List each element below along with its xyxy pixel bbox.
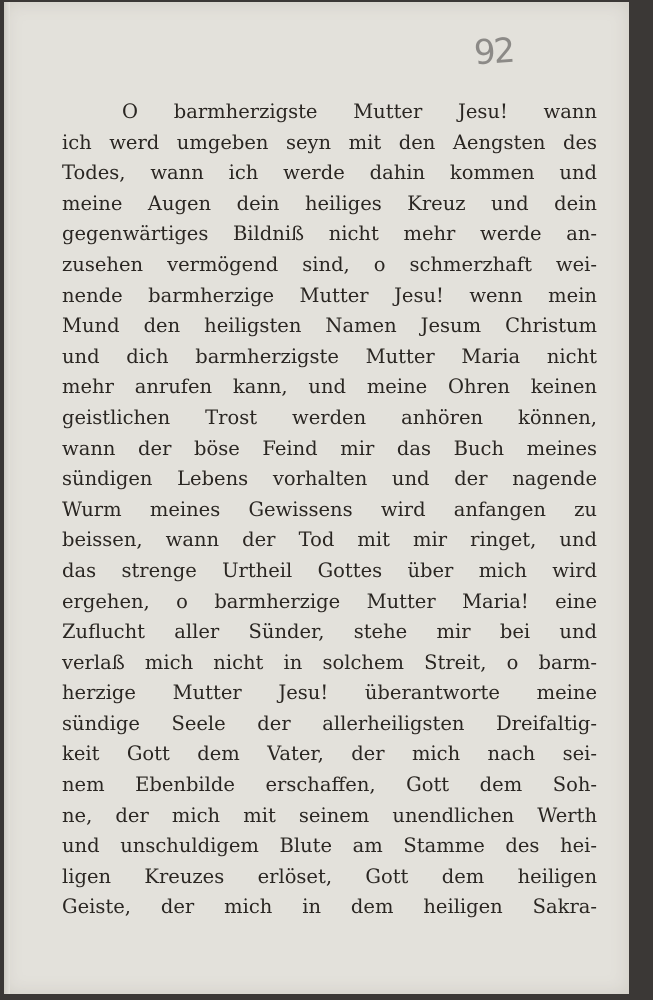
text-line: zusehen vermögend sind, o schmerzhaft wei- — [62, 252, 597, 276]
text-line: sündigen Lebens vorhalten und der nagende — [62, 467, 597, 491]
text-line: sündige Seele der allerheiligsten Dreifaltig- — [62, 711, 597, 735]
text-line: ne, der mich mit seinem unendlichen Werth — [62, 803, 597, 827]
text-line: mehr anrufen kann, und meine Ohren keinen — [62, 375, 597, 399]
text-line: meine Augen dein heiliges Kreuz und dein — [62, 191, 597, 215]
document-page — [4, 2, 629, 994]
text-line: geistlichen Trost werden anhören können, — [62, 405, 597, 429]
body-text — [62, 97, 597, 923]
text-line: und dich barmherzigste Mutter Maria nicht — [62, 344, 597, 368]
text-line: ich werd umgeben seyn mit den Aengsten des — [62, 130, 597, 154]
text-line: keit Gott dem Vater, der mich nach sei- — [62, 742, 597, 766]
text-line: und unschuldigem Blute am Stamme des hei- — [62, 834, 597, 858]
text-line: wann der böse Feind mir das Buch meines — [62, 436, 597, 460]
text-line: Geiste, der mich in dem heiligen Sakra- — [62, 895, 597, 919]
text-line: ergehen, o barmherzige Mutter Maria! eine — [62, 589, 597, 613]
text-line: Mund den heiligsten Namen Jesum Christum — [62, 314, 597, 338]
text-line: beissen, wann der Tod mit mir ringet, und — [62, 528, 597, 552]
text-line: ligen Kreuzes erlöset, Gott dem heiligen — [62, 864, 597, 888]
text-line: Todes, wann ich werde dahin kommen und — [62, 161, 597, 185]
text-line: nem Ebenbilde erschaffen, Gott dem Soh- — [62, 773, 597, 797]
text-line: gegenwärtiges Bildniß nicht mehr werde an- — [62, 222, 597, 246]
text-line: O barmherzigste Mutter Jesu! wann — [122, 100, 597, 123]
text-line: das strenge Urtheil Gottes über mich wird — [62, 558, 597, 582]
text-line: herzige Mutter Jesu! überantworte meine — [62, 681, 597, 705]
text-line: verlaß mich nicht in solchem Streit, o barm- — [62, 650, 597, 674]
text-line: Zuflucht aller Sünder, stehe mir bei und — [62, 620, 597, 644]
handwritten-page-number: 92 — [472, 30, 515, 74]
text-line: nende barmherzige Mutter Jesu! wenn mein — [62, 283, 597, 307]
text-line: Wurm meines Gewissens wird anfangen zu — [62, 497, 597, 521]
